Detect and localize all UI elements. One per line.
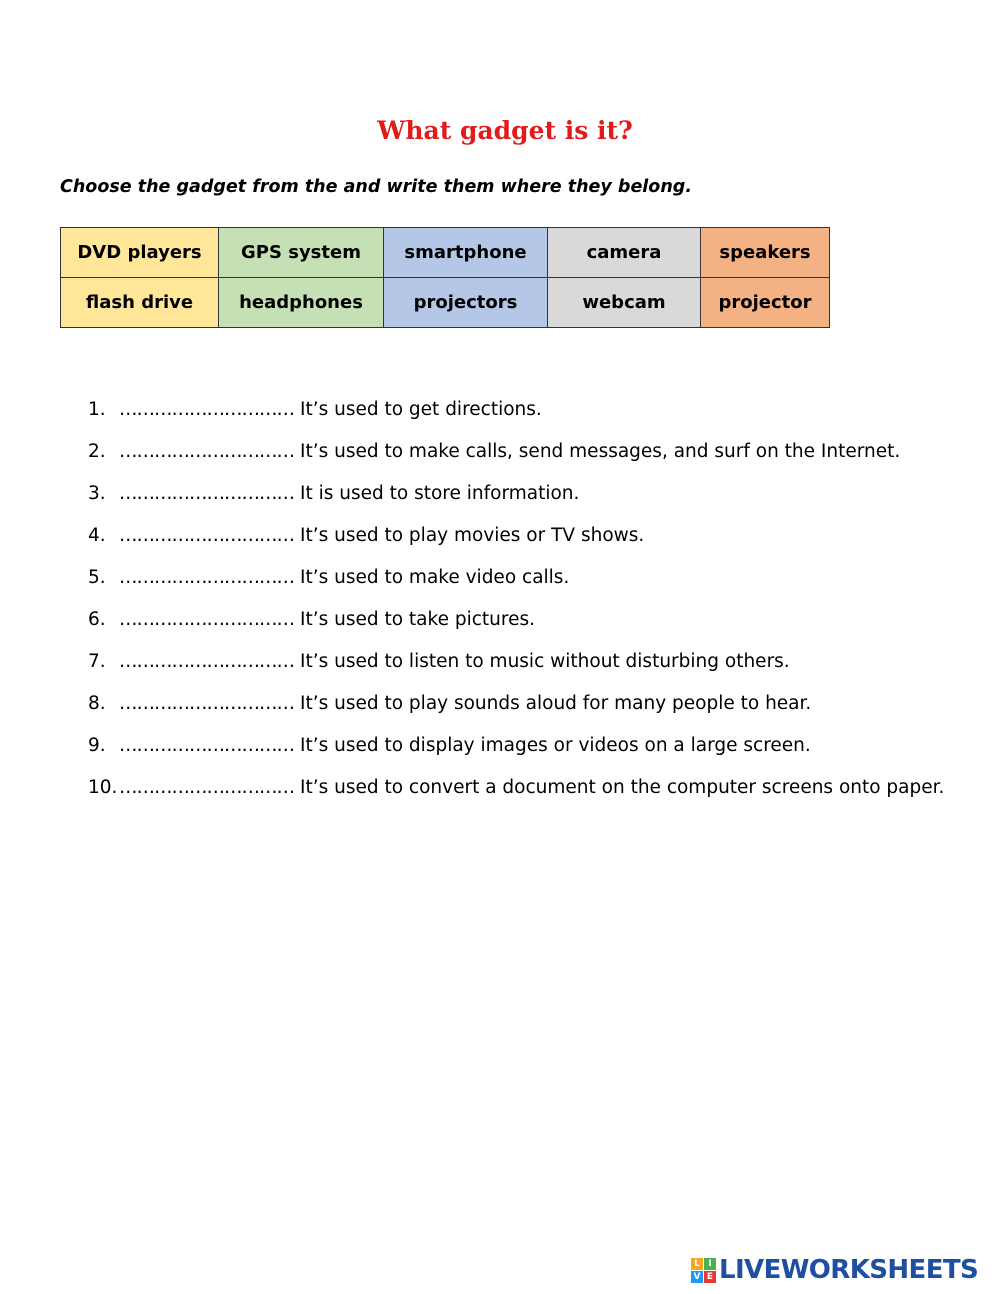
question-text: It’s used to play movies or TV shows. — [300, 525, 645, 546]
question-number: 1. — [88, 399, 106, 420]
question-number: 5. — [88, 567, 106, 588]
question-number: 7. — [88, 651, 106, 672]
question-number: 10. — [88, 777, 118, 798]
question-number: 6. — [88, 609, 106, 630]
question-item — [88, 775, 944, 817]
logo-text: LIVEWORKSHEETS — [719, 1255, 979, 1285]
question-item — [88, 439, 944, 481]
answer-blank[interactable]: ………………………… — [119, 777, 294, 798]
answer-blank[interactable]: ………………………… — [119, 525, 294, 546]
answer-blank[interactable]: ………………………… — [119, 441, 294, 462]
question-item — [88, 649, 944, 691]
question-text: It’s used to listen to music without disturbing others. — [300, 651, 790, 672]
instruction-text: Choose the gadget from the and write them where they belong. — [60, 177, 692, 197]
question-number: 4. — [88, 525, 106, 546]
question-text: It’s used to play sounds aloud for many people to hear. — [300, 693, 812, 714]
word-bank-cell: DVD players — [61, 228, 219, 278]
page-title: What gadget is it? — [377, 116, 633, 145]
question-item — [88, 481, 944, 523]
word-bank-cell: headphones — [219, 278, 384, 328]
question-item — [88, 607, 944, 649]
word-bank-cell: GPS system — [219, 228, 384, 278]
question-text: It is used to store information. — [300, 483, 580, 504]
word-bank-cell: speakers — [701, 228, 830, 278]
word-bank-cell: webcam — [548, 278, 701, 328]
logo-mark-letter: V — [691, 1271, 703, 1283]
question-text: It’s used to take pictures. — [300, 609, 535, 630]
logo-mark-icon — [691, 1258, 716, 1283]
question-item — [88, 565, 944, 607]
word-bank-cell: smartphone — [384, 228, 548, 278]
logo-mark-letter: E — [704, 1271, 716, 1283]
question-item — [88, 691, 944, 733]
logo-mark-letter: I — [704, 1258, 716, 1270]
word-bank-cell: flash drive — [61, 278, 219, 328]
question-item — [88, 733, 944, 775]
answer-blank[interactable]: ………………………… — [119, 651, 294, 672]
question-text: It’s used to get directions. — [300, 399, 542, 420]
answer-blank[interactable]: ………………………… — [119, 567, 294, 588]
question-text: It’s used to make calls, send messages, and surf on the Internet. — [300, 441, 901, 462]
word-bank-cell: camera — [548, 228, 701, 278]
question-text: It’s used to display images or videos on a large screen. — [300, 735, 811, 756]
answer-blank[interactable]: ………………………… — [119, 693, 294, 714]
question-list — [88, 397, 944, 817]
word-bank-table — [60, 227, 830, 328]
answer-blank[interactable]: ………………………… — [119, 483, 294, 504]
question-number: 9. — [88, 735, 106, 756]
question-number: 8. — [88, 693, 106, 714]
question-number: 2. — [88, 441, 106, 462]
word-bank-cell: projector — [701, 278, 830, 328]
question-number: 3. — [88, 483, 106, 504]
question-text: It’s used to make video calls. — [300, 567, 570, 588]
word-bank-cell: projectors — [384, 278, 548, 328]
question-text: It’s used to convert a document on the computer screens onto paper. — [300, 777, 945, 798]
word-bank-row — [61, 278, 830, 328]
answer-blank[interactable]: ………………………… — [119, 609, 294, 630]
answer-blank[interactable]: ………………………… — [119, 735, 294, 756]
question-item — [88, 523, 944, 565]
liveworksheets-logo[interactable] — [691, 1255, 978, 1285]
logo-mark-letter: L — [691, 1258, 703, 1270]
question-item — [88, 397, 944, 439]
answer-blank[interactable]: ………………………… — [119, 399, 294, 420]
word-bank-row — [61, 228, 830, 278]
